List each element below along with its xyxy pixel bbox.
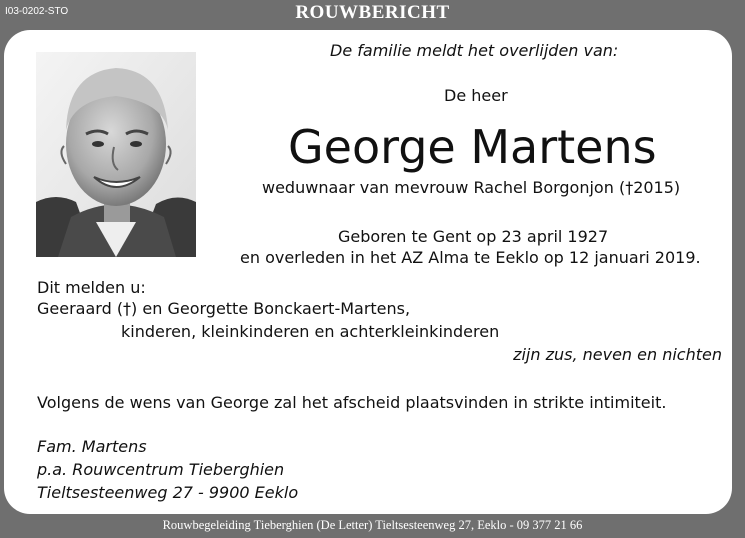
family-subline: kinderen, kleinkinderen en achterkleinkinderen [121, 322, 500, 341]
header-bar [0, 0, 745, 26]
portrait-photo [36, 52, 196, 257]
document-code: I03-0202-STO [5, 6, 69, 17]
family-line: Geeraard (†) en Georgette Bonckaert-Martens, [37, 299, 411, 318]
contact-line: Fam. Martens [37, 437, 147, 456]
birth-line: Geboren te Gent op 23 april 1927 [338, 227, 609, 246]
page-title: ROUWBERICHT [295, 2, 450, 23]
wish-text: Volgens de wens van George zal het afscheid plaatsvinden in strikte intimiteit. [37, 393, 667, 412]
salutation: De heer [444, 86, 508, 105]
announce-label: Dit melden u: [37, 278, 146, 297]
footer-text: Rouwbegeleiding Tieberghien (De Letter) Tieltsesteenweg 27, Eeklo - 09 377 21 66 [162, 518, 583, 532]
family-extra: zijn zus, neven en nichten [513, 345, 722, 364]
spouse-line: weduwnaar van mevrouw Rachel Borgonjon (†2015) [262, 178, 681, 197]
deceased-name: George Martens [288, 120, 657, 174]
contact-line: Tieltsesteenweg 27 - 9900 Eeklo [37, 483, 299, 502]
contact-line: p.a. Rouwcentrum Tieberghien [37, 460, 285, 479]
intro-text: De familie meldt het overlijden van: [330, 41, 619, 60]
death-line: en overleden in het AZ Alma te Eeklo op 12 januari 2019. [240, 248, 701, 267]
